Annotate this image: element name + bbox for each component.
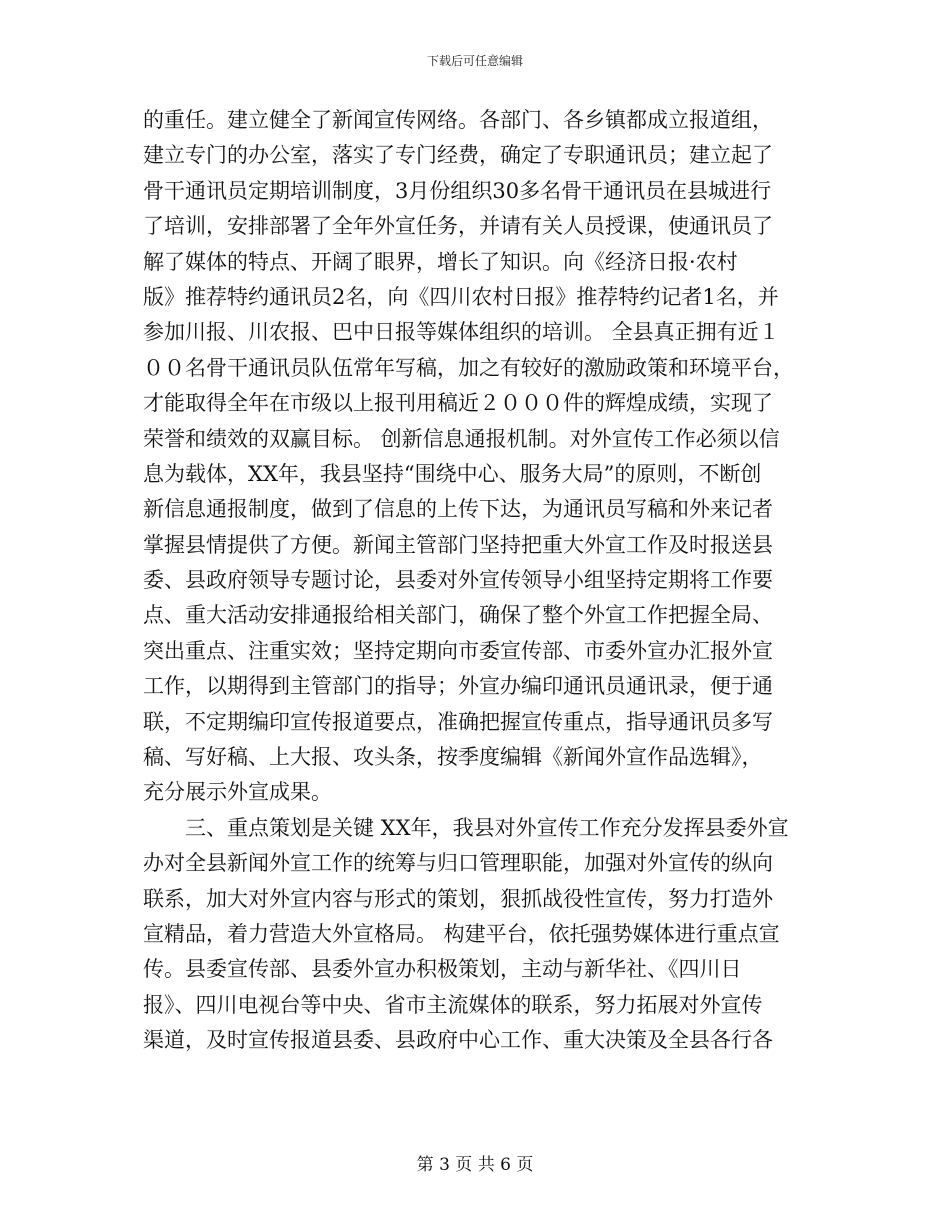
text-line: 委、县政府领导专题讨论，县委对外宣传领导小组坚持定期将工作要 — [143, 568, 773, 593]
text-line: 新信息通报制度，做到了信息的上传下达，为通讯员写稿和外来记者 — [143, 497, 773, 522]
text-line: 报》、四川电视台等中央、省市主流媒体的联系，努力拓展对外宣传 — [143, 992, 763, 1017]
text-line: 稿、写好稿、上大报、攻头条，按季度编辑《新闻外宣作品选辑》， — [143, 745, 763, 770]
text-line: 版》推荐特约通讯员2名，向《四川农村日报》推荐特约记者1名，并 — [143, 284, 779, 309]
text-line: 掌握县情提供了方便。新闻主管部门坚持把重大外宣工作及时报送县 — [143, 532, 773, 557]
text-line: 宣精品，着力营造大外宣格局。 构建平台，依托强势媒体进行重点宣 — [143, 921, 780, 946]
text-line: 解了媒体的特点、开阔了眼界，增长了知识。向《经济日报·农村 — [143, 249, 738, 274]
text-line: ００名骨干通讯员队伍常年写稿，加之有较好的激励政策和环境平台， — [143, 355, 794, 380]
text-line: 联系，加大对外宣内容与形式的策划，狠抓战役性宣传，努力打造外 — [143, 886, 773, 911]
body-text — [143, 103, 813, 1059]
text-line: 荣誉和绩效的双赢目标。 创新信息通报机制。对外宣传工作必须以信 — [143, 426, 780, 451]
text-line: 三、重点策划是关键 XX年，我县对外宣传工作充分发挥县委外宣 — [143, 815, 789, 840]
page-header: 下载后可任意编辑 — [426, 54, 523, 68]
text-line: 充分展示外宣成果。 — [143, 780, 332, 805]
text-line: 了培训，安排部署了全年外宣任务，并请有关人员授课，使通讯员了 — [143, 214, 773, 239]
text-line: 办对全县新闻外宣工作的统筹与归口管理职能，加强对外宣传的纵向 — [143, 851, 773, 876]
text-line: 参加川报、川农报、巴中日报等媒体组织的培训。 全县真正拥有近１ — [143, 320, 780, 345]
text-line: 传。县委宣传部、县委外宣办积极策划，主动与新华社、《四川日 — [143, 957, 742, 982]
text-line: 突出重点、注重实效；坚持定期向市委宣传部、市委外宣办汇报外宣 — [143, 638, 773, 663]
text-line: 的重任。建立健全了新闻宣传网络。各部门、各乡镇都成立报道组， — [143, 108, 773, 132]
text-line: 骨干通讯员定期培训制度，3月份组织30多名骨干通讯员在县城进行 — [143, 178, 772, 203]
text-line: 渠道，及时宣传报道县委、县政府中心工作、重大决策及全县各行各 — [143, 1028, 773, 1053]
text-line: 建立专门的办公室，落实了专门经费，确定了专职通讯员；建立起了 — [143, 143, 773, 168]
text-line: 点、重大活动安排通报给相关部门，确保了整个外宣工作把握全局、 — [143, 603, 773, 628]
text-line: 息为载体，XX年，我县坚持“围绕中心、服务大局”的原则，不断创 — [143, 461, 762, 486]
text-line: 联，不定期编印宣传报道要点，准确把握宣传重点，指导通讯员多写 — [143, 709, 773, 734]
text-line: 工作，以期得到主管部门的指导；外宣办编印通讯员通讯录，便于通 — [143, 674, 773, 699]
text-line: 才能取得全年在市级以上报刊用稿近２０００件的辉煌成绩，实现了 — [143, 391, 773, 416]
page-footer: 第 3 页 共 6 页 — [416, 1155, 534, 1175]
